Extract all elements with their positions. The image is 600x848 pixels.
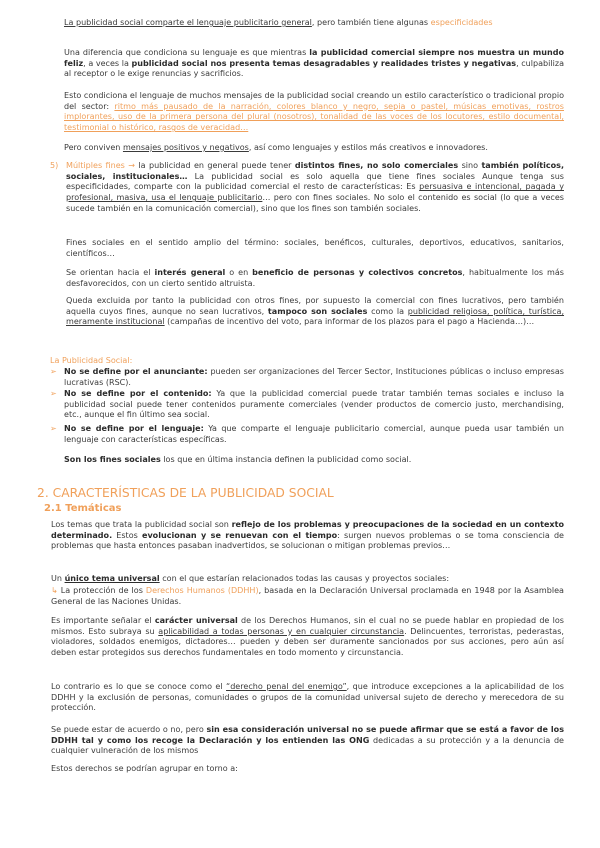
paragraph-messages: Pero conviven mensajes positivos y negativos, así como lenguajes y estilos más creativos e innovadores. <box>64 143 488 152</box>
section-title: 2. CARACTERÍSTICAS DE LA PUBLICIDAD SOCIAL <box>37 486 334 500</box>
paragraph-human-rights: ↳ La protección de los Derechos Humanos (DDHH), basada en la Declaración Universal proclamada en 1948 por la Asamblea General de las Naciones Unidas. <box>51 586 564 606</box>
item-multiple-purposes: Múltiples fines → la publicidad en general puede tener distintos fines, no solo comerciales sino también políticos, sociales, institucionales… La publicidad social es solo aquella que tiene fines sociales Aunque tenga sus especificidades, comparte con la publicidad comercial el resto de características: Es persuasiva e intencional, pagada y profesional, masiva, usa el lenguaje publicitario… pero con fines sociales. No solo el contenido es social (lo que a veces sucede también en la comunicación comercial), sino que los fines son también sociales. <box>66 161 565 213</box>
bullet-language: No se define por el lenguaje: Ya que comparte el lenguaje publicitario comercial, aunque pueda usar también un lenguaje con características específicas. <box>64 424 564 444</box>
item-number: 5) <box>50 161 59 170</box>
paragraph-themes: Los temas que trata la publicidad social son reflejo de los problemas y preocupaciones de la sociedad en un contexto determinado. Estos evolucionan y se renuevan con el tiempo: surgen nuevos problemas o se toma consciencia de problemas que hasta entonces pasaban inadvertidos, se solucionan o mitigan problemas previos… <box>51 520 565 551</box>
paragraph-difference: Una diferencia que condiciona su lenguaje es que mientras la publicidad comercial siempre nos muestra un mundo feliz, a veces la publicidad social nos presenta temas desagradables y realidades tristes y negativas, culpabiliza al receptor o le exige renuncias y sacrificios. <box>64 48 565 79</box>
paragraph-enemy-law: Lo contrario es lo que se conoce como el “derecho penal del enemigo”, que introduce excepciones a la aplicabilidad de los DDHH y la exclusión de personas, comunidades o grupos de la comunidad universal sujeto de derecho y merecedora de su protección. <box>51 682 564 713</box>
subsection-title: 2.1 Temáticas <box>44 503 122 514</box>
bullet-advertiser: No se define por el anunciante: pueden ser organizaciones del Tercer Sector, Instituciones públicas o incluso empresas lucrativas (RSC). <box>64 367 565 387</box>
social-advertising-heading: La Publicidad Social: <box>50 356 133 365</box>
paragraph-agreement: Se puede estar de acuerdo o no, pero sin esa consideración universal no se puede afirmar que se está a favor de los DDHH tal y como los recoge la Declaración y los entienden las ONG dedicadas a su protección y a la denuncia de cualquier vulneración de los mismos <box>51 725 565 756</box>
paragraph-conclusion: Son los fines sociales los que en última instancia definen la publicidad como social. <box>64 455 412 464</box>
paragraph-social-purposes: Fines sociales en el sentido amplio del término: sociales, benéficos, culturales, deportivos, educativos, sanitarios, científicos… <box>66 238 564 258</box>
paragraph-universal-theme: Un único tema universal con el que estarían relacionados todas las causas y proyectos sociales: <box>51 574 450 583</box>
bullet-icon: ➢ <box>50 424 57 433</box>
bullet-icon: ➢ <box>50 367 57 376</box>
paragraph-orientation: Se orientan hacia el interés general o en beneficio de personas y colectivos concretos, habitualmente los más desfavorecidos, con un cierto sentido altruista. <box>66 268 564 288</box>
paragraph-grouping: Estos derechos se podrían agrupar en torno a: <box>51 764 238 773</box>
paragraph-style: Esto condiciona el lenguaje de muchos mensajes de la publicidad social creando un estilo característico o tradicional propio del sector: ritmo más pausado de la narración, colores blanco y negro, sepia o pastel, músicas emotivas, rostros implorantes, uso de la primera persona del plural (nosotros), tonalidad de las voces de los locutores, estilo documental, testimonial o histórico, rasgos de veracidad… <box>64 91 565 133</box>
bullet-content: No se define por el contenido: Ya que la publicidad comercial puede tratar también temas sociales e incluso la publicidad social puede tener contenidos puramente comerciales (vender productos de comercio justo, merchandising, etc., aunque el fin último sea social. <box>64 389 564 420</box>
paragraph-universal-character: Es importante señalar el carácter universal de los Derechos Humanos, sin el cual no se puede hablar en propiedad de los mismos. Esto subraya su aplicabilidad a todas personas y en cualquier circunstancia. Delincuentes, terroristas, pederastas, violadores, soldados enemigos, dictadores… pueden y deben ser duramente sancionados por sus acciones, pero aún así deben estar protegidos sus derechos fundamentales en todo momento y circunstancia. <box>51 616 564 658</box>
paragraph-exclusions: Queda excluida por tanto la publicidad con otros fines, por supuesto la comercial con fines lucrativos, pero también aquella cuyos fines, aunque no sean lucrativos, tampoco son sociales como la publicidad religiosa, política, turística, meramente institucional (campañas de incentivo del voto, para informar de los plazos para el pago a Hacienda…)… <box>66 296 565 327</box>
paragraph-shared-language: La publicidad social comparte el lenguaje publicitario general, pero también tiene algunas especificidades <box>64 18 493 27</box>
return-arrow-icon: ↳ <box>51 586 58 595</box>
bullet-icon: ➢ <box>50 389 57 398</box>
